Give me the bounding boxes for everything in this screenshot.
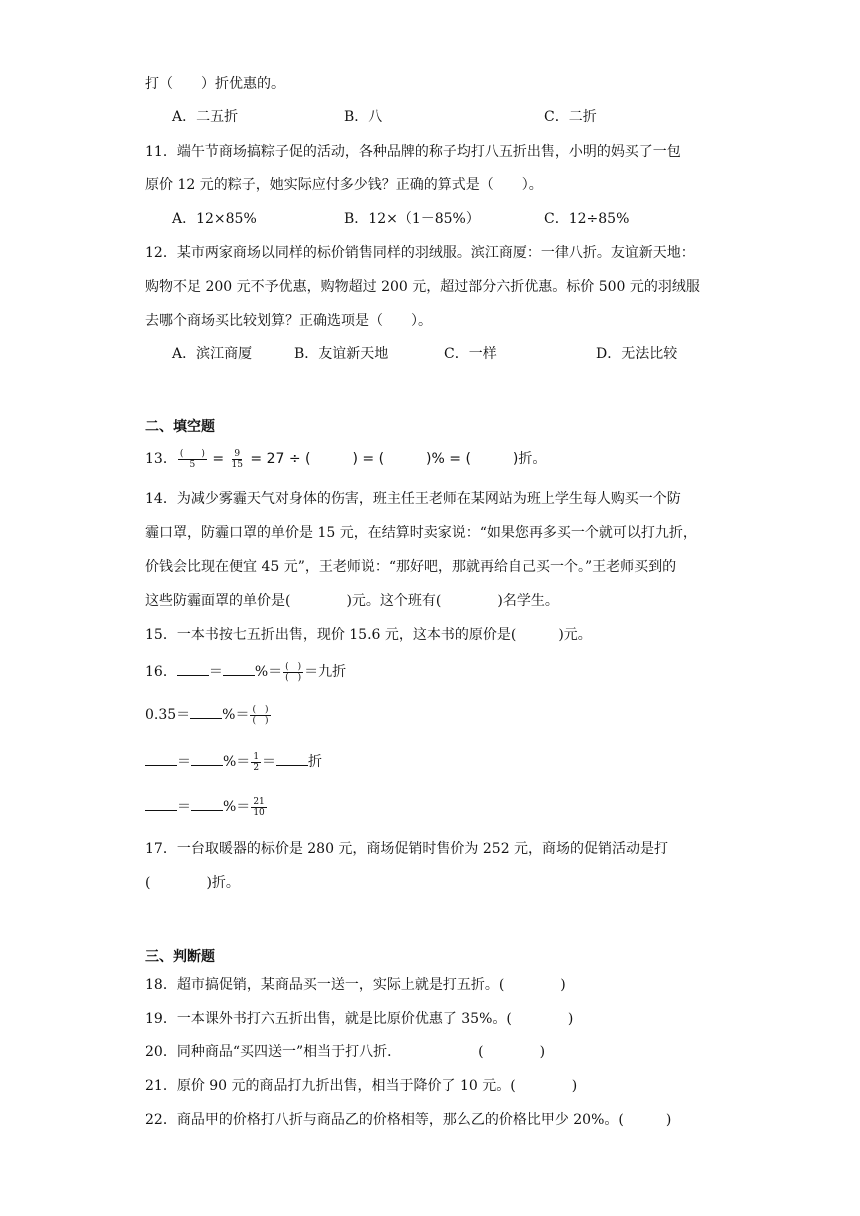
q16-row2-percent: %＝ bbox=[222, 707, 250, 723]
q16-row3-frac-num: 1 bbox=[253, 751, 260, 762]
q16-row1-percent: %＝ bbox=[254, 664, 283, 680]
q16-row1-frac-num: ( ) bbox=[285, 661, 302, 672]
q10-option-b: B．八 bbox=[344, 109, 383, 125]
q16-row3-percent: %＝ bbox=[223, 754, 251, 770]
q16-row-3 bbox=[145, 750, 322, 774]
q16-row-2 bbox=[145, 703, 272, 727]
q16-row-1 bbox=[145, 660, 346, 684]
q11-option-a: A．12×85% bbox=[172, 211, 257, 227]
q14-line-2: 霾口罩，防霾口罩的单价是 15 元，在结算时卖家说：“如果您再多买一个就可以打九折， bbox=[145, 525, 697, 541]
q16-row1-end: ＝九折 bbox=[304, 664, 347, 680]
q14-line-4: 这些防霾面罩的单价是( )元。这个班有( )名学生。 bbox=[145, 593, 559, 609]
q12-option-d: D．无法比较 bbox=[596, 346, 678, 362]
q21-line: 21．原价 90 元的商品打九折出售，相当于降价了 10 元。( ) bbox=[145, 1078, 578, 1094]
q12-option-a: A．滨江商厦 bbox=[172, 346, 253, 362]
q13-fraction-denominator: 15 bbox=[231, 459, 243, 470]
q16-row1-blank-2 bbox=[223, 663, 255, 676]
q16-row1-equals: ＝ bbox=[208, 664, 223, 680]
q10-option-c: C．二折 bbox=[544, 109, 597, 125]
q16-row2-frac-num: ( ) bbox=[252, 704, 269, 715]
q13-fraction-blank bbox=[178, 449, 207, 470]
q12-option-b: B．友谊新天地 bbox=[294, 346, 389, 362]
q16-row1-frac-den: ( ) bbox=[285, 672, 302, 683]
section-3-heading: 三、判断题 bbox=[145, 949, 215, 965]
q13-ending: 折。 bbox=[518, 451, 547, 467]
q12-line-2: 购物不足 200 元不予优惠，购物超过 200 元，超过部分六折优惠。标价 500 元的羽绒服 bbox=[145, 279, 700, 295]
q12-line-3: 去哪个商场买比较划算？正确选项是（ ）。 bbox=[145, 313, 432, 329]
q16-row-4 bbox=[145, 795, 268, 819]
q16-row1-blank-1 bbox=[177, 663, 209, 676]
q16-row2-blank bbox=[190, 706, 222, 719]
q16-row2-fraction-blank bbox=[250, 705, 270, 726]
q13-number: 13． bbox=[145, 451, 177, 467]
q16-row3-equals: ＝ bbox=[177, 754, 191, 770]
q16-row2-frac-den: ( ) bbox=[252, 715, 269, 726]
q13-line bbox=[145, 448, 546, 470]
q16-row3-frac-den: 2 bbox=[253, 762, 260, 773]
q16-row3-blank-2 bbox=[191, 753, 223, 766]
q16-row4-fraction bbox=[251, 797, 266, 818]
q16-row3-blank-1 bbox=[145, 753, 177, 766]
q11-line-1: 11．端午节商场搞粽子促的活动，各种品牌的称子均打八五折出售，小明的妈买了一包 bbox=[145, 144, 681, 160]
q16-row4-frac-num: 21 bbox=[253, 796, 265, 807]
q16-number: 16． bbox=[145, 664, 177, 680]
q19-line: 19．一本课外书打六五折出售，就是比原价优惠了 35%。( ) bbox=[145, 1011, 574, 1027]
q13-fraction-nine-fifteenths bbox=[230, 449, 245, 470]
q16-row2-start: 0.35＝ bbox=[145, 707, 191, 723]
q11-option-c: C．12÷85% bbox=[544, 211, 630, 227]
q16-row4-frac-den: 10 bbox=[253, 807, 265, 818]
q15-line: 15．一本书按七五折出售，现价 15.6 元，这本书的原价是( )元。 bbox=[145, 627, 592, 643]
q18-line: 18．超市搞促销，某商品买一送一，实际上就是打五折。( ) bbox=[145, 977, 566, 993]
q16-row3-equals-2: ＝ bbox=[262, 754, 277, 770]
q16-row3-blank-3 bbox=[276, 753, 308, 766]
q17-line-2: ( )折。 bbox=[145, 875, 240, 891]
q16-row3-fraction-half bbox=[251, 752, 261, 773]
q13-fraction-numerator: 9 bbox=[234, 448, 241, 459]
q16-row4-blank-2 bbox=[191, 798, 223, 811]
q16-row4-equals: ＝ bbox=[177, 799, 191, 815]
q13-equals: = bbox=[212, 451, 225, 467]
q13-fraction-blank-denominator: 5 bbox=[189, 459, 196, 470]
q22-line: 22．商品甲的价格打八折与商品乙的价格相等，那么乙的价格比甲少 20%。( ) bbox=[145, 1112, 672, 1128]
q10-option-a: A．二五折 bbox=[172, 109, 239, 125]
q16-row4-blank-1 bbox=[145, 798, 177, 811]
q10-ending: 打（ ）折优惠的。 bbox=[145, 76, 285, 92]
q20-line: 20．同种商品“买四送一”相当于打八折． ( ) bbox=[145, 1044, 546, 1060]
q11-option-b: B．12×（1－85%） bbox=[344, 211, 480, 227]
q16-row1-fraction-blank bbox=[283, 662, 303, 683]
q14-line-3: 价钱会比现在便宜 45 元”，王老师说：“那好吧，那就再给自己买一个。”王老师买到的 bbox=[145, 559, 677, 575]
q12-option-c: C．一样 bbox=[444, 346, 497, 362]
q13-expression: = 27 ÷ ( ) = ( )% = ( ) bbox=[250, 451, 519, 467]
q11-line-2: 原价 12 元的粽子，她实际应付多少钱？正确的算式是（ ）。 bbox=[145, 177, 543, 193]
q13-fraction-blank-numerator: ( ) bbox=[179, 448, 205, 459]
q17-line-1: 17．一台取暖器的标价是 280 元，商场促销时售价为 252 元，商场的促销活动是打 bbox=[145, 841, 669, 857]
q16-row4-percent: %＝ bbox=[223, 799, 251, 815]
q16-row3-end: 折 bbox=[308, 754, 323, 770]
q12-line-1: 12．某市两家商场以同样的标价销售同样的羽绒服。滨江商厦：一律八折。友谊新天地： bbox=[145, 245, 695, 261]
section-2-heading: 二、填空题 bbox=[145, 419, 215, 435]
q14-line-1: 14．为减少雾霾天气对身体的伤害，班主任王老师在某网站为班上学生每人购买一个防 bbox=[145, 491, 681, 507]
